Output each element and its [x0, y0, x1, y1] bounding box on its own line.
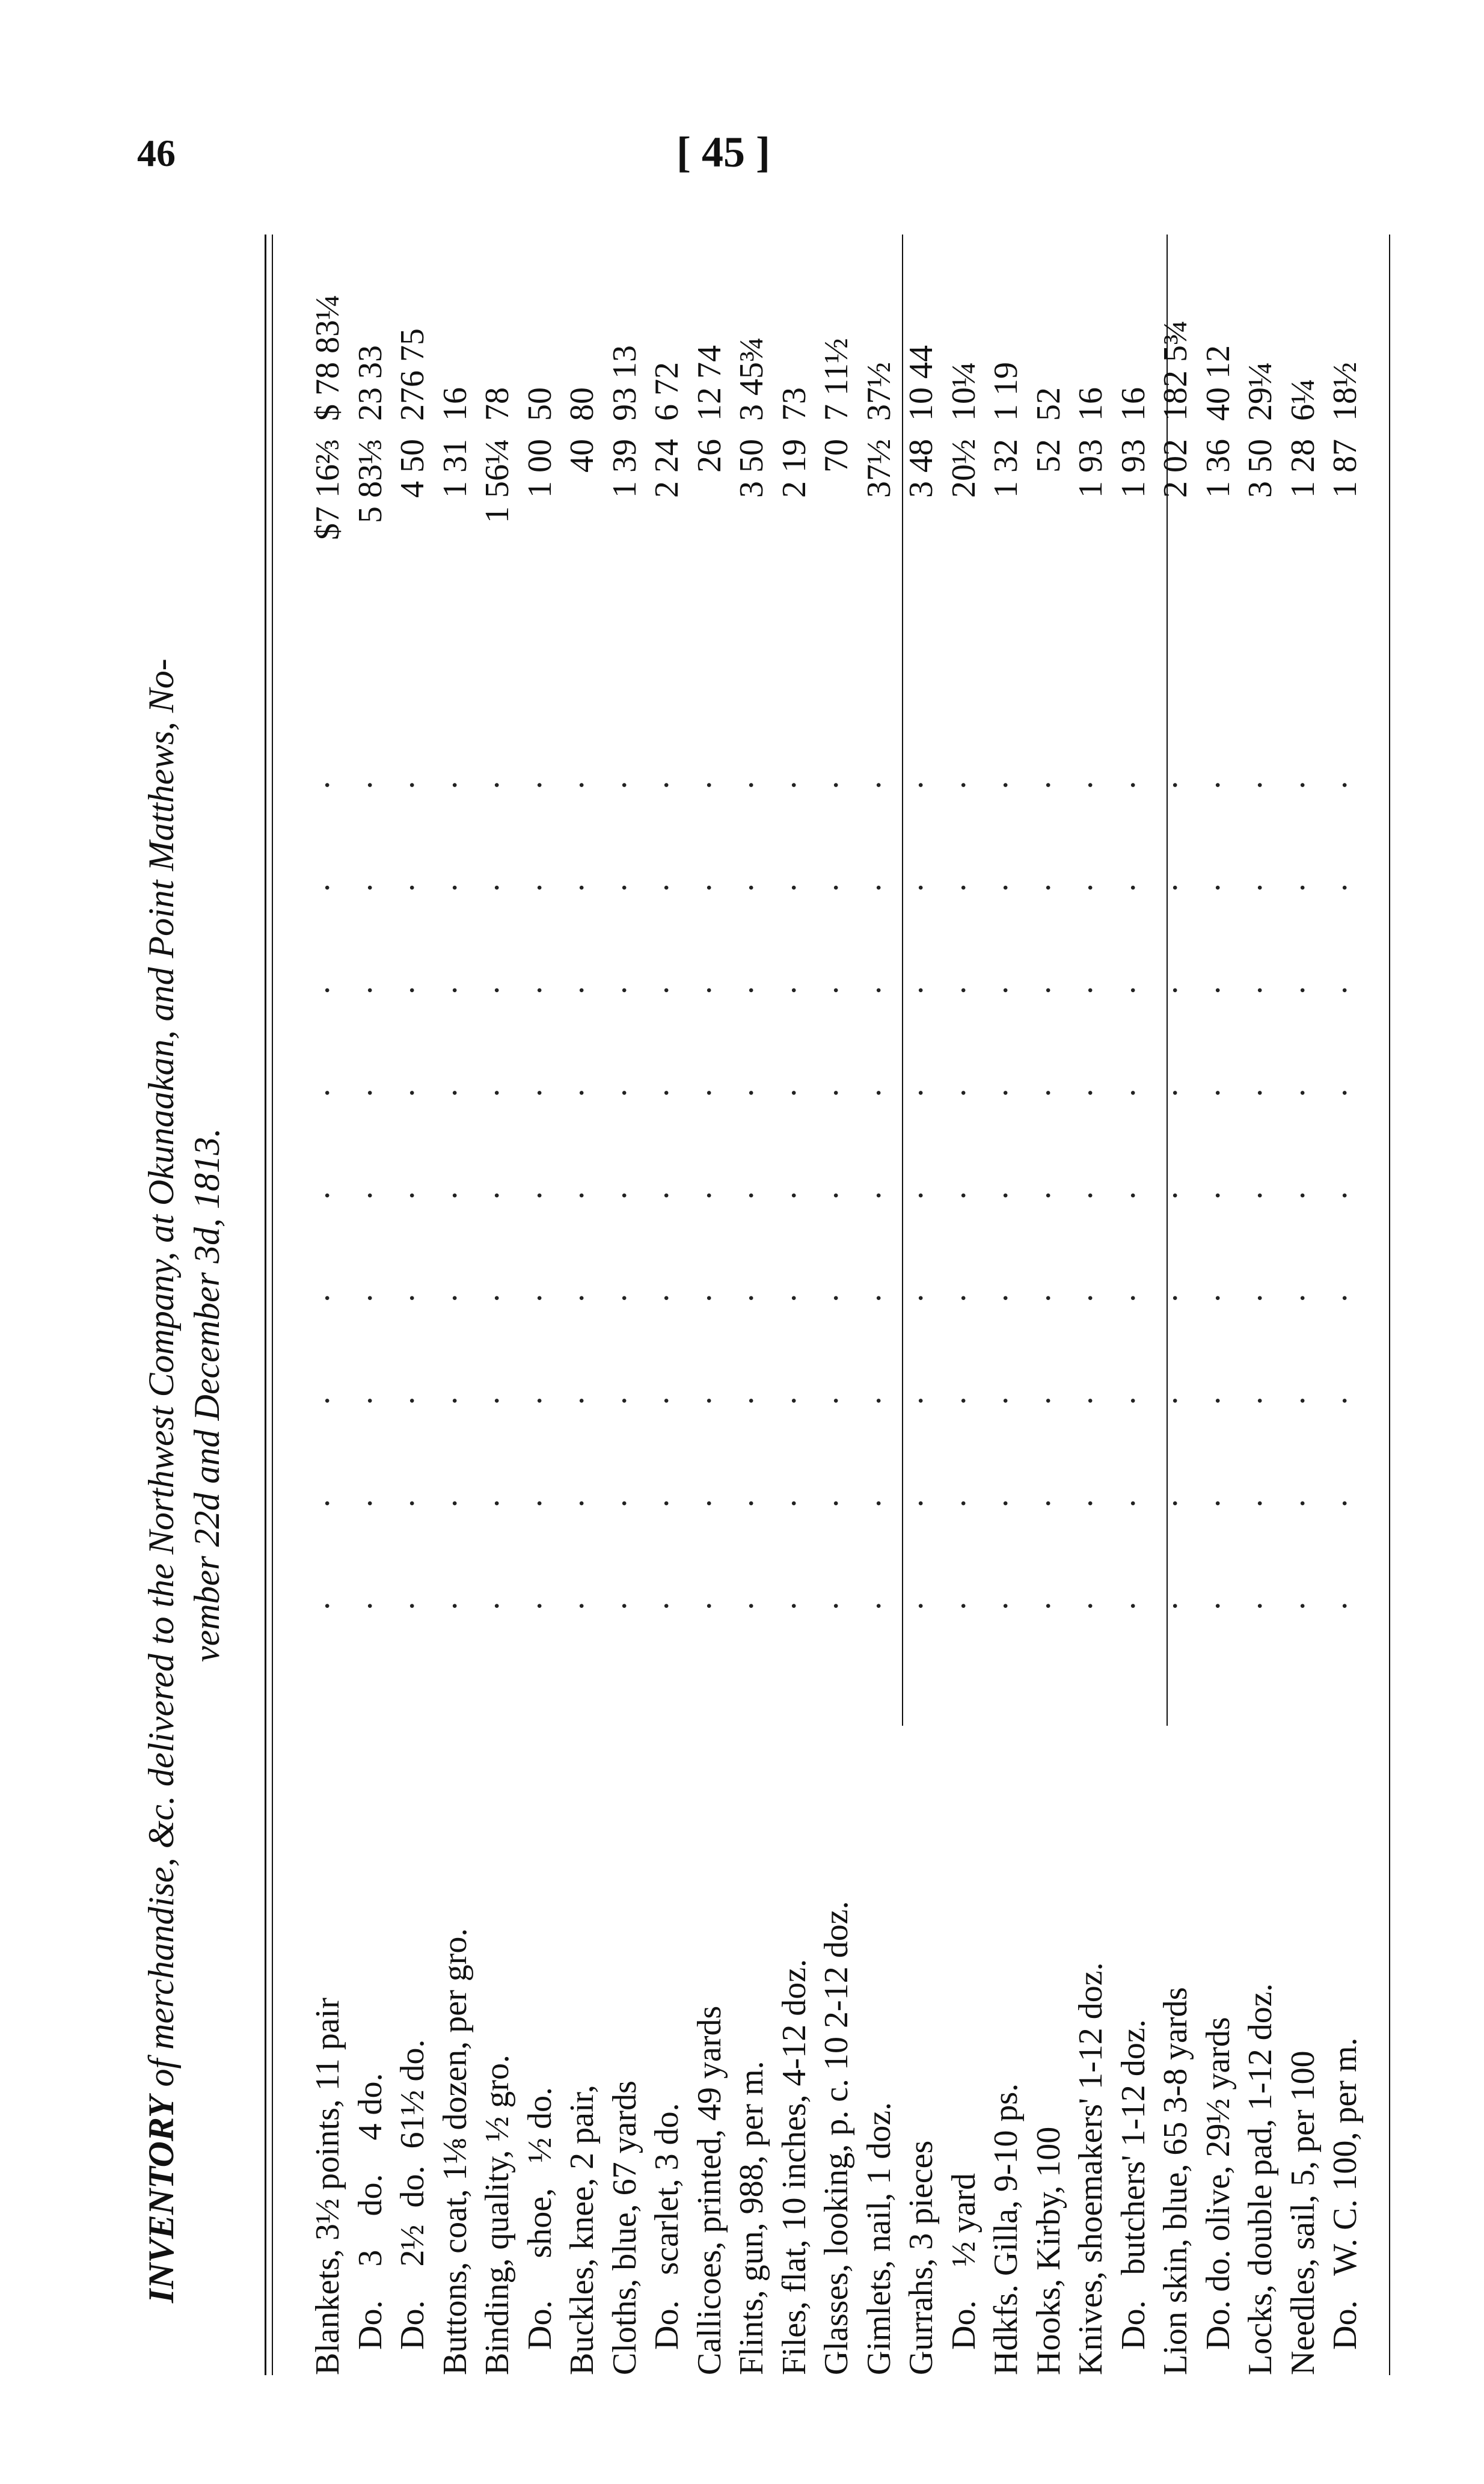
unit-price: 5 83⅓ — [351, 439, 389, 523]
leader-dots: ········· — [1242, 688, 1279, 1612]
leader-dots: ········· — [394, 688, 431, 1612]
printed-page-number: [ 45 ] — [676, 128, 770, 176]
table-title — [138, 235, 230, 2375]
table-row: Lion skin, blue, 65 3-8 yards ········· 2 02 182 5¾ — [1154, 307, 1197, 2375]
table-row: Needles, sail, 5, per 100 ········· 1 28 6¼ — [1282, 307, 1324, 2375]
item-description: Callicoes, printed, 49 yards — [690, 2005, 728, 2375]
table-row: Do. shoe, ½ do. ········· 1 00 50 — [519, 307, 561, 2375]
leader-dots: ········· — [1029, 688, 1067, 1612]
item-description: Needles, sail, 5, per 100 — [1284, 2050, 1322, 2375]
item-description: Glasses, looking, p. c. 10 2-12 doz. — [818, 1901, 855, 2375]
leader-dots: ········· — [860, 688, 898, 1612]
top-rule-double — [272, 235, 273, 2375]
item-description: Flints, gun, 988, per m. — [733, 2061, 770, 2375]
title-line2: vember 22d and December 3d, 1813. — [187, 1127, 227, 1663]
table-row: Do. scarlet, 3 do. ········· 2 24 6 72 — [646, 307, 688, 2375]
unit-price: $7 16⅔ — [309, 439, 346, 540]
table-row: Callicoes, printed, 49 yards ········· 26 12 74 — [688, 307, 731, 2375]
unit-price: 52 — [1029, 439, 1067, 473]
unit-price: 1 00 — [521, 439, 559, 498]
leader-dots: ········· — [563, 688, 601, 1612]
unit-price: 3 50 — [1242, 439, 1279, 498]
unit-price: 3 48 — [903, 439, 940, 498]
bottom-rule — [1389, 235, 1390, 2375]
unit-price: 20½ — [945, 439, 983, 498]
leader-dots: ········· — [436, 688, 474, 1612]
unit-price: 37½ — [860, 439, 898, 498]
leader-dots: ········· — [1157, 688, 1194, 1612]
item-description: Knives, shoemakers' 1-12 doz. — [1072, 1962, 1109, 2375]
item-description: Do. butchers' 1-12 doz. — [1114, 2019, 1152, 2375]
table-row: Buckles, knee, 2 pair, ········· 40 80 — [561, 307, 603, 2375]
table-row: Do. 2½ do. 61½ do. ········· 4 50 276 75 — [391, 307, 434, 2375]
unit-price: 2 19 — [775, 439, 813, 498]
leader-dots: ········· — [903, 688, 940, 1612]
unit-price: 1 32 — [987, 439, 1025, 498]
leader-dots: ········· — [945, 688, 983, 1612]
item-description: Cloths, blue, 67 yards — [606, 2081, 643, 2375]
item-description: Do. 3 do. 4 do. — [351, 2073, 389, 2375]
table-row: Blankets, 3½ points, 11 pair ········· $7 16⅔ $ 78 83¼ — [307, 307, 349, 2375]
item-description: Binding, quality, ½ gro. — [479, 2054, 516, 2375]
table-row: Buttons, coat, 1⅛ dozen, per gro. ········· 1 31 16 — [434, 307, 476, 2375]
leader-dots: ········· — [1199, 688, 1237, 1612]
unit-price: 26 — [690, 439, 728, 473]
leader-dots: ········· — [1072, 688, 1109, 1612]
unit-price: 1 39 — [606, 439, 643, 498]
unit-price: 1 56¼ — [479, 439, 516, 523]
item-description: Gurrahs, 3 pieces — [903, 2140, 940, 2375]
item-description: Hdkfs. Gilla, 9-10 ps. — [987, 2083, 1025, 2375]
table-row: Hooks, Kirby, 100 ········· 52 52 — [1028, 307, 1070, 2375]
leader-dots: ········· — [648, 688, 685, 1612]
table-row: Glasses, looking, p. c. 10 2-12 doz. ········· 70 7 11½ — [815, 307, 857, 2375]
unit-price: 1 36 — [1199, 439, 1237, 498]
table-row: Knives, shoemakers' 1-12 doz. ········· 1 93 16 — [1070, 307, 1112, 2375]
leader-dots: ········· — [606, 688, 643, 1612]
unit-price: 4 50 — [394, 439, 431, 498]
unit-price: 70 — [818, 439, 855, 473]
leader-dots: ········· — [733, 688, 770, 1612]
unit-price: 1 31 — [436, 439, 474, 498]
unit-price: 1 93 — [1114, 439, 1152, 498]
table-row: Do. butchers' 1-12 doz. ········· 1 93 16 — [1112, 307, 1154, 2375]
item-description: Do. scarlet, 3 do. — [648, 2103, 685, 2375]
table-row: Hdkfs. Gilla, 9-10 ps. ········· 1 32 1 19 — [985, 307, 1027, 2375]
leader-dots: ········· — [479, 688, 516, 1612]
unit-price: 2 02 — [1157, 439, 1194, 498]
table-row: Do. do. olive, 29½ yards ········· 1 36 40 12 — [1197, 307, 1239, 2375]
item-description: Hooks, Kirby, 100 — [1029, 2126, 1067, 2375]
item-description: Do. W. C. 100, per m. — [1326, 2037, 1364, 2375]
leader-dots: ········· — [521, 688, 559, 1612]
page-number: 46 — [137, 132, 176, 174]
leader-dots: ········· — [309, 688, 346, 1612]
title-inventory-word: INVENTORY — [141, 2096, 181, 2303]
table-row: Do. 3 do. 4 do. ········· 5 83⅓ 23 33 — [349, 307, 391, 2375]
leader-dots: ········· — [690, 688, 728, 1612]
leader-dots: ········· — [818, 688, 855, 1612]
item-description: Do. do. olive, 29½ yards — [1199, 2017, 1237, 2375]
title-line1: of merchandise, &c. delivered to the Northwest Company, at Okunaakan, and Point Matthews, No- — [141, 658, 181, 2096]
item-description: Blankets, 3½ points, 11 pair — [309, 1998, 346, 2375]
unit-price: 1 93 — [1072, 439, 1109, 498]
unit-price: 1 28 — [1284, 439, 1322, 498]
inventory-table-rotated — [126, 235, 1401, 2375]
table-row: Cloths, blue, 67 yards ········· 1 39 93 13 — [604, 307, 646, 2375]
item-description: Do. ½ yard — [945, 2173, 983, 2375]
table-row: Binding, quality, ½ gro. ········· 1 56¼ 78 — [476, 307, 518, 2375]
item-description: Files, flat, 10 inches, 4-12 doz. — [775, 1958, 813, 2375]
leader-dots: ········· — [775, 688, 813, 1612]
leader-dots: ········· — [1326, 688, 1364, 1612]
leader-dots: ········· — [1114, 688, 1152, 1612]
item-description: Buckles, knee, 2 pair, — [563, 2085, 601, 2375]
item-description: Lion skin, blue, 65 3-8 yards — [1157, 1987, 1194, 2375]
table-row: Gurrahs, 3 pieces ········· 3 48 10 44 — [900, 307, 942, 2375]
top-rule — [265, 235, 266, 2375]
table-row: Do. W. C. 100, per m. ········· 1 87 18½ — [1324, 307, 1366, 2375]
unit-price: 1 87 — [1326, 439, 1364, 498]
table-row: Locks, double pad, 1-12 doz. ········· 3 50 29¼ — [1239, 307, 1281, 2375]
item-description: Gimlets, nail, 1 doz. — [860, 2102, 898, 2375]
leader-dots: ········· — [987, 688, 1025, 1612]
table-row: Files, flat, 10 inches, 4-12 doz. ········· 2 19 73 — [773, 307, 815, 2375]
table-row: Do. ½ yard ········· 20½ 10¼ — [943, 307, 985, 2375]
unit-price: 40 — [563, 439, 601, 473]
leader-dots: ········· — [1284, 688, 1322, 1612]
item-description: Buttons, coat, 1⅛ dozen, per gro. — [436, 1928, 474, 2375]
item-description: Do. shoe, ½ do. — [521, 2087, 559, 2375]
item-description: Locks, double pad, 1-12 doz. — [1242, 1983, 1279, 2375]
table-row: Gimlets, nail, 1 doz. ········· 37½ 37½ — [858, 307, 900, 2375]
unit-price: 3 50 — [733, 439, 770, 498]
leader-dots: ········· — [351, 688, 389, 1612]
item-description: Do. 2½ do. 61½ do. — [394, 2039, 431, 2375]
table-row: Flints, gun, 988, per m. ········· 3 50 3 45¾ — [731, 307, 773, 2375]
unit-price: 2 24 — [648, 439, 685, 498]
